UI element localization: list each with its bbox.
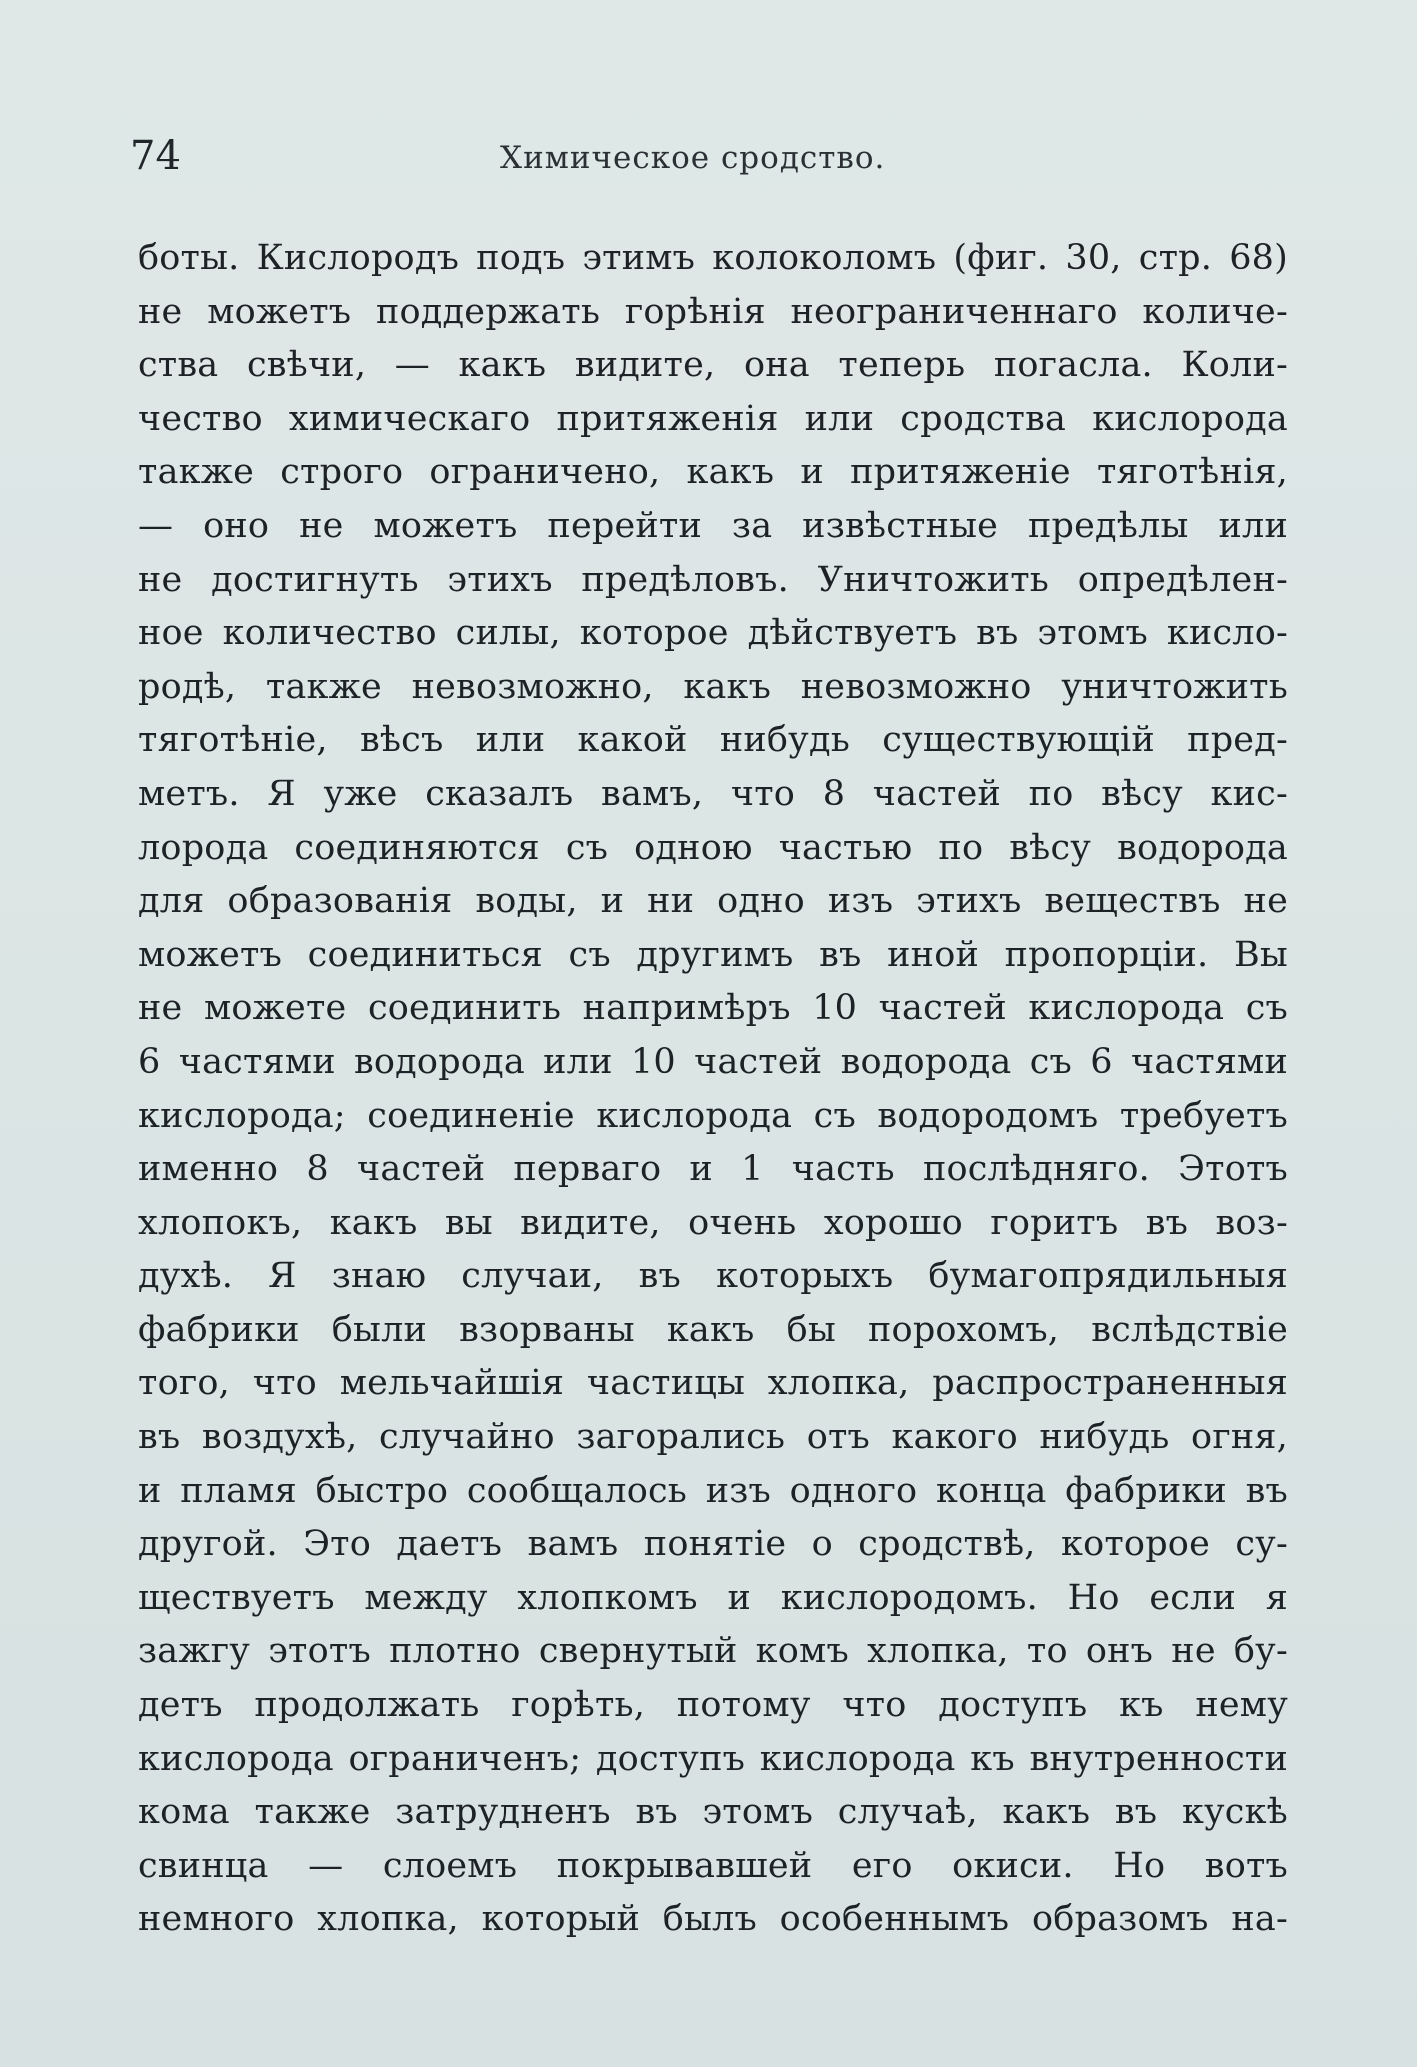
text-line: не можетъ поддержать горѣнія неограниченнаго количе-	[138, 291, 1288, 332]
text-line: свинца — слоемъ покрывавшей его окиси. Но вотъ	[138, 1845, 1288, 1886]
text-line: не достигнуть этихъ предѣловъ. Уничтожить опредѣлен-	[138, 559, 1288, 600]
text-line: въ воздухѣ, случайно загорались отъ какого нибудь огня,	[138, 1417, 1288, 1458]
text-line: духѣ. Я знаю случаи, въ которыхъ бумагопрядильныя	[138, 1256, 1288, 1297]
text-line: родѣ, также невозможно, какъ невозможно уничтожить	[138, 666, 1288, 707]
text-line: хлопокъ, какъ вы видите, очень хорошо горитъ въ воз-	[138, 1202, 1288, 1243]
text-line: того, что мельчайшія частицы хлопка, распространенныя	[138, 1363, 1288, 1404]
text-line: зажгу этотъ плотно свернутый комъ хлопка, то онъ не бу-	[138, 1631, 1288, 1672]
text-line: фабрики были взорваны какъ бы порохомъ, вслѣдствіе	[138, 1309, 1288, 1350]
text-line: тяготѣніе, вѣсъ или какой нибудь существующій пред-	[138, 720, 1288, 761]
text-line: чество химическаго притяженія или сродства кислорода	[138, 398, 1288, 439]
text-line: ное количество силы, которое дѣйствуетъ въ этомъ кисло-	[138, 613, 1288, 654]
text-line: для образованія воды, и ни одно изъ этихъ веществъ не	[138, 881, 1288, 922]
body-text	[138, 232, 1288, 1947]
chapter-title: Химическое сродство.	[500, 140, 886, 176]
running-head	[130, 132, 1290, 192]
text-line: — оно не можетъ перейти за извѣстные предѣлы или	[138, 505, 1288, 546]
text-line: не можете соединить напримѣръ 10 частей кислорода съ	[138, 988, 1288, 1029]
text-line: детъ продолжать горѣть, потому что доступъ къ нему	[138, 1685, 1288, 1726]
text-line: немного хлопка, который былъ особеннымъ образомъ на-	[138, 1899, 1288, 1940]
text-line: также строго ограничено, какъ и притяженіе тяготѣнія,	[138, 452, 1288, 493]
page-number: 74	[130, 133, 181, 179]
text-line: ществуетъ между хлопкомъ и кислородомъ. Но если я	[138, 1577, 1288, 1618]
text-line: лорода соединяются съ одною частью по вѣсу водорода	[138, 827, 1288, 868]
text-line: боты. Кислородъ подъ этимъ колоколомъ (фиг. 30, стр. 68)	[138, 238, 1288, 278]
text-line: ства свѣчи, — какъ видите, она теперь погасла. Коли-	[138, 345, 1288, 386]
text-line: кислорода ограниченъ; доступъ кислорода къ внутренности	[138, 1738, 1288, 1779]
text-line: кома также затрудненъ въ этомъ случаѣ, какъ въ кускѣ	[138, 1792, 1288, 1833]
text-line: кислорода; соединеніе кислорода съ водородомъ требуетъ	[138, 1095, 1288, 1136]
text-line: и пламя быстро сообщалось изъ одного конца фабрики въ	[138, 1470, 1288, 1511]
text-line: именно 8 частей перваго и 1 часть послѣдняго. Этотъ	[138, 1149, 1288, 1190]
text-line: метъ. Я уже сказалъ вамъ, что 8 частей по вѣсу кис-	[138, 773, 1288, 814]
text-line: 6 частями водорода или 10 частей водорода съ 6 частями	[138, 1041, 1288, 1082]
text-line: другой. Это даетъ вамъ понятіе о сродствѣ, которое су-	[138, 1524, 1288, 1565]
text-line: можетъ соединиться съ другимъ въ иной пропорціи. Вы	[138, 934, 1288, 975]
